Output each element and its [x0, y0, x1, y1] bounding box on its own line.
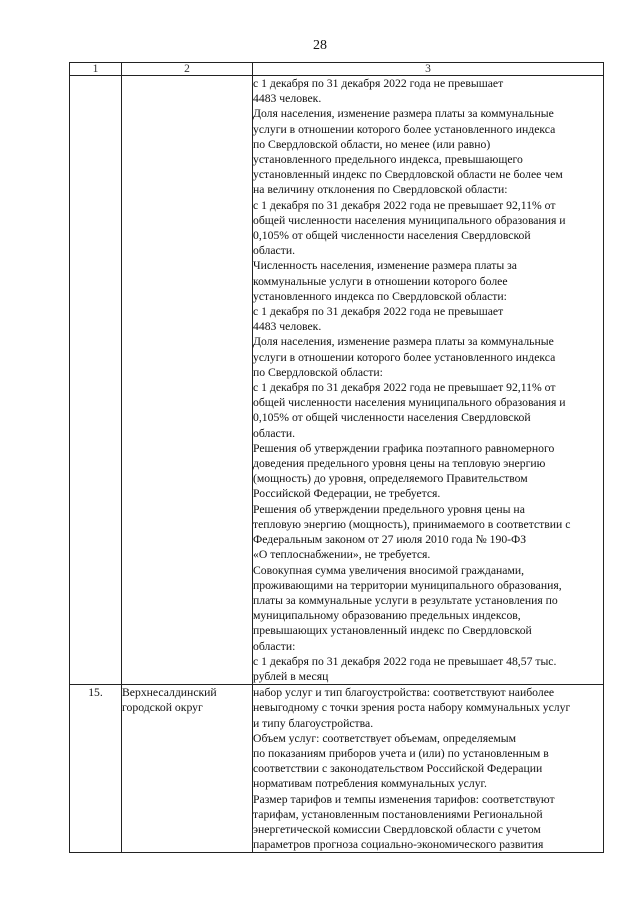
- paragraph: Доля населения, изменение размера платы за коммунальные услуги в отношении которого более установленного индекса по Свердловской области:: [253, 335, 556, 379]
- paragraph: Решения об утверждении графика поэтапного равномерного доведения предельного уровня цены на тепловую энергию (мощность) до уровня, определяемого Правительством Российской Федерации, не требуется.: [253, 441, 555, 501]
- paragraph: Доля населения, изменение размера платы за коммунальные услуги в отношении которого более установленного индекса по Свердловской области, но менее (или равно) установленного предельного индекса, превышающего установленный индекс по Свердловской области не более чем на величину отклонения по Свердловской области:: [253, 107, 563, 197]
- document-table: [69, 62, 604, 853]
- paragraph: с 1 декабря по 31 декабря 2022 года не превышает 92,11% от общей численности населения муниципального образования и 0,105% от общей численности населения Свердловской области.: [253, 198, 566, 258]
- column-header-1: 1: [70, 63, 122, 76]
- table-header-row: [70, 63, 604, 76]
- conditions-cell: [253, 685, 604, 853]
- municipality-name-cell: Верхнесалдинский городской округ: [122, 685, 253, 853]
- page-number: 28: [313, 38, 327, 53]
- paragraph: Объем услуг: соответствует объемам, определяемым по показаниям приборов учета и (или) по установленным в соответствии с законодательством Российской Федерации нормативам потребления коммунальных услуг.: [253, 731, 549, 791]
- table-row: [70, 685, 604, 853]
- paragraph: Размер тарифов и темпы изменения тарифов: соответствуют тарифам, установленным постановлениями Региональной энергетической комиссии Свердловской области с учетом параметров прогноза социально-экономического развития: [253, 792, 555, 852]
- municipality-name-cell: [122, 76, 253, 685]
- column-header-3: 3: [253, 63, 604, 76]
- paragraph: набор услуг и тип благоустройства: соответствуют наиболее невыгодному с точки зрения роста набору коммунальных услуг и типу благоустройства.: [253, 686, 571, 730]
- conditions-cell: [253, 76, 604, 685]
- row-number-cell: [70, 76, 122, 685]
- table-row: [70, 76, 604, 685]
- paragraph: с 1 декабря по 31 декабря 2022 года не превышает 4483 человек.: [253, 305, 504, 334]
- paragraph: с 1 декабря по 31 декабря 2022 года не превышает 48,57 тыс. рублей в месяц: [253, 654, 557, 683]
- paragraph: Решения об утверждении предельного уровня цены на тепловую энергию (мощность), принимаемого в соответствии с Федеральным законом от 27 июля 2010 года № 190-ФЗ «О теплоснабжении», не требуется.: [253, 502, 571, 562]
- row-number-cell: 15.: [70, 685, 122, 853]
- column-header-2: 2: [122, 63, 253, 76]
- paragraph: с 1 декабря по 31 декабря 2022 года не превышает 92,11% от общей численности населения муниципального образования и 0,105% от общей численности населения Свердловской области.: [253, 381, 566, 440]
- paragraph: Численность населения, изменение размера платы за коммунальные услуги в отношении которого более установленного индекса по Свердловской области:: [253, 259, 517, 303]
- paragraph: с 1 декабря по 31 декабря 2022 года не превышает 4483 человек.: [253, 77, 504, 106]
- paragraph: Совокупная сумма увеличения вносимой гражданами, проживающими на территории муниципального образования, платы за коммунальные услуги в результате установления по муниципальному образованию предельных индексов, превышающих установленный индекс по Свердловской области:: [253, 563, 562, 653]
